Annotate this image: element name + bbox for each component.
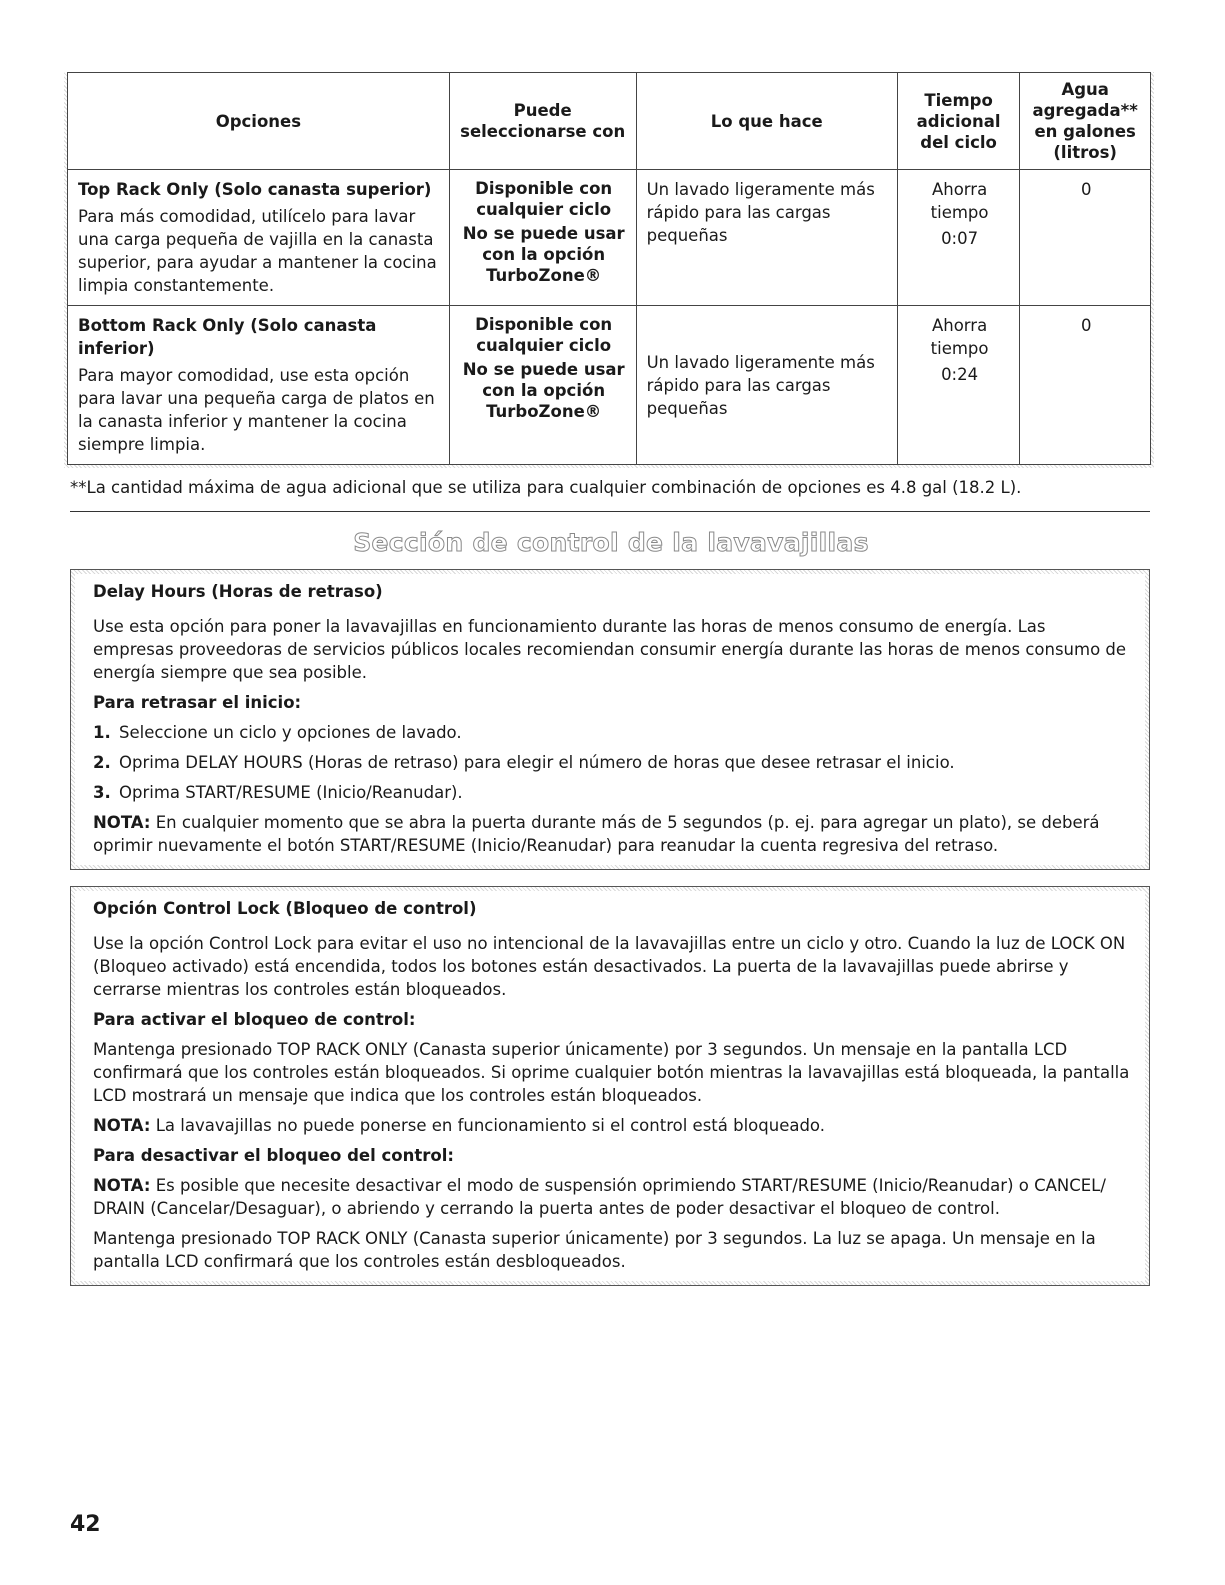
option-description: Para mayor comodidad, use esta opción para lavar una pequeña carga de platos en la canasta inferior y mantener la cocina siempre limpia. <box>78 366 435 454</box>
list-item: 1. Seleccione un ciclo y opciones de lavado. <box>93 723 462 742</box>
selectable-cell: Disponible con cualquier ciclo No se puede usar con la opción TurboZone® <box>449 306 636 465</box>
lock-note-2: NOTA: Es posible que necesite desactivar el modo de suspensión oprimiendo START/RESUME (Inicio/Reanudar) o CANCEL/ DRAIN (Cancelar/Desaguar), o abriendo y cerrando la puerta antes de poder desactivar el bloqueo de control. <box>93 1176 1106 1218</box>
time-cell: Ahorra tiempo 0:24 <box>897 306 1020 465</box>
header-time: Tiempo adicional del ciclo <box>897 73 1020 170</box>
control-lock-box <box>70 886 1150 1286</box>
page-number: 42 <box>70 1512 101 1537</box>
lock-activate-text: Mantenga presionado TOP RACK ONLY (Canasta superior únicamente) por 3 segundos. Un mensaje en la pantalla LCD confirmará que los controles están bloqueados. Si oprime cualquier botón mientras la lavavajillas está bloqueada, la pantalla LCD mostrará un mensaje que indica que los controles están bloqueados. <box>93 1040 1130 1105</box>
header-water: Agua agregada** en galones (litros) <box>1020 73 1151 170</box>
table-row <box>68 170 1151 306</box>
time-cell: Ahorra tiempo 0:07 <box>897 170 1020 306</box>
water-cell: 0 <box>1020 306 1151 465</box>
delay-heading: Delay Hours (Horas de retraso) <box>93 582 383 601</box>
option-cell <box>68 306 450 465</box>
selectable-cell: Disponible con cualquier ciclo No se puede usar con la opción TurboZone® <box>449 170 636 306</box>
option-description: Para más comodidad, utilícelo para lavar una carga pequeña de vajilla en la canasta superior, para ayudar a mantener la cocina limpia constantemente. <box>78 207 437 295</box>
table-row <box>68 306 1151 465</box>
header-options: Opciones <box>68 73 450 170</box>
delay-intro: Use esta opción para poner la lavavajillas en funcionamiento durante las horas de menos consumo de energía. Las empresas proveedoras de servicios públicos locales recomiendan consumir energía durante las horas de menos consumo de energía siempre que sea posible. <box>93 617 1127 682</box>
water-cell: 0 <box>1020 170 1151 306</box>
manual-page <box>64 72 1158 1286</box>
delay-note: NOTA: En cualquier momento que se abra la puerta durante más de 5 segundos (p. ej. para agregar un plato), se deberá oprimir nuevamente el botón START/RESUME (Inicio/Reanudar) para reanudar la cuenta regresiva del retraso. <box>93 813 1100 855</box>
delay-hours-box <box>70 569 1150 870</box>
option-cell <box>68 170 450 306</box>
option-title: Bottom Rack Only (Solo canasta inferior) <box>78 316 377 358</box>
divider <box>70 511 1150 512</box>
lock-note-1: NOTA: La lavavajillas no puede ponerse en funcionamiento si el control está bloqueado. <box>93 1116 825 1135</box>
options-table <box>67 72 1151 465</box>
section-title: Sección de control de la lavavajillas <box>353 528 869 557</box>
delay-subheading: Para retrasar el inicio: <box>93 693 302 712</box>
does-cell: Un lavado ligeramente más rápido para las cargas pequeñas <box>636 170 897 306</box>
lock-activate-heading: Para activar el bloqueo de control: <box>93 1010 416 1029</box>
lock-deactivate-text: Mantenga presionado TOP RACK ONLY (Canasta superior únicamente) por 3 segundos. La luz se apaga. Un mensaje en la pantalla LCD confirmará que los controles están desbloqueados. <box>93 1229 1096 1271</box>
table-header-row <box>68 73 1151 170</box>
header-does: Lo que hace <box>636 73 897 170</box>
does-cell: Un lavado ligeramente más rápido para las cargas pequeñas <box>636 306 897 465</box>
list-item: 3. Oprima START/RESUME (Inicio/Reanudar). <box>93 783 463 802</box>
option-title: Top Rack Only (Solo canasta superior) <box>78 180 432 199</box>
table-footnote: **La cantidad máxima de agua adicional que se utiliza para cualquier combinación de opciones es 4.8 gal (18.2 L). <box>70 478 1022 497</box>
header-selectable: Puede seleccionarse con <box>449 73 636 170</box>
options-table-frame <box>64 72 1154 468</box>
lock-intro: Use la opción Control Lock para evitar el uso no intencional de la lavavajillas entre un ciclo y otro. Cuando la luz de LOCK ON (Bloqueo activado) está encendida, todos los botones están desactivados. La puerta de la lavavajillas puede abrirse y cerrarse mientras los controles están bloqueados. <box>93 934 1126 999</box>
lock-deactivate-heading: Para desactivar el bloqueo del control: <box>93 1146 454 1165</box>
lock-heading: Opción Control Lock (Bloqueo de control) <box>93 899 477 918</box>
list-item: 2. Oprima DELAY HOURS (Horas de retraso) para elegir el número de horas que desee retrasar el inicio. <box>93 753 955 772</box>
